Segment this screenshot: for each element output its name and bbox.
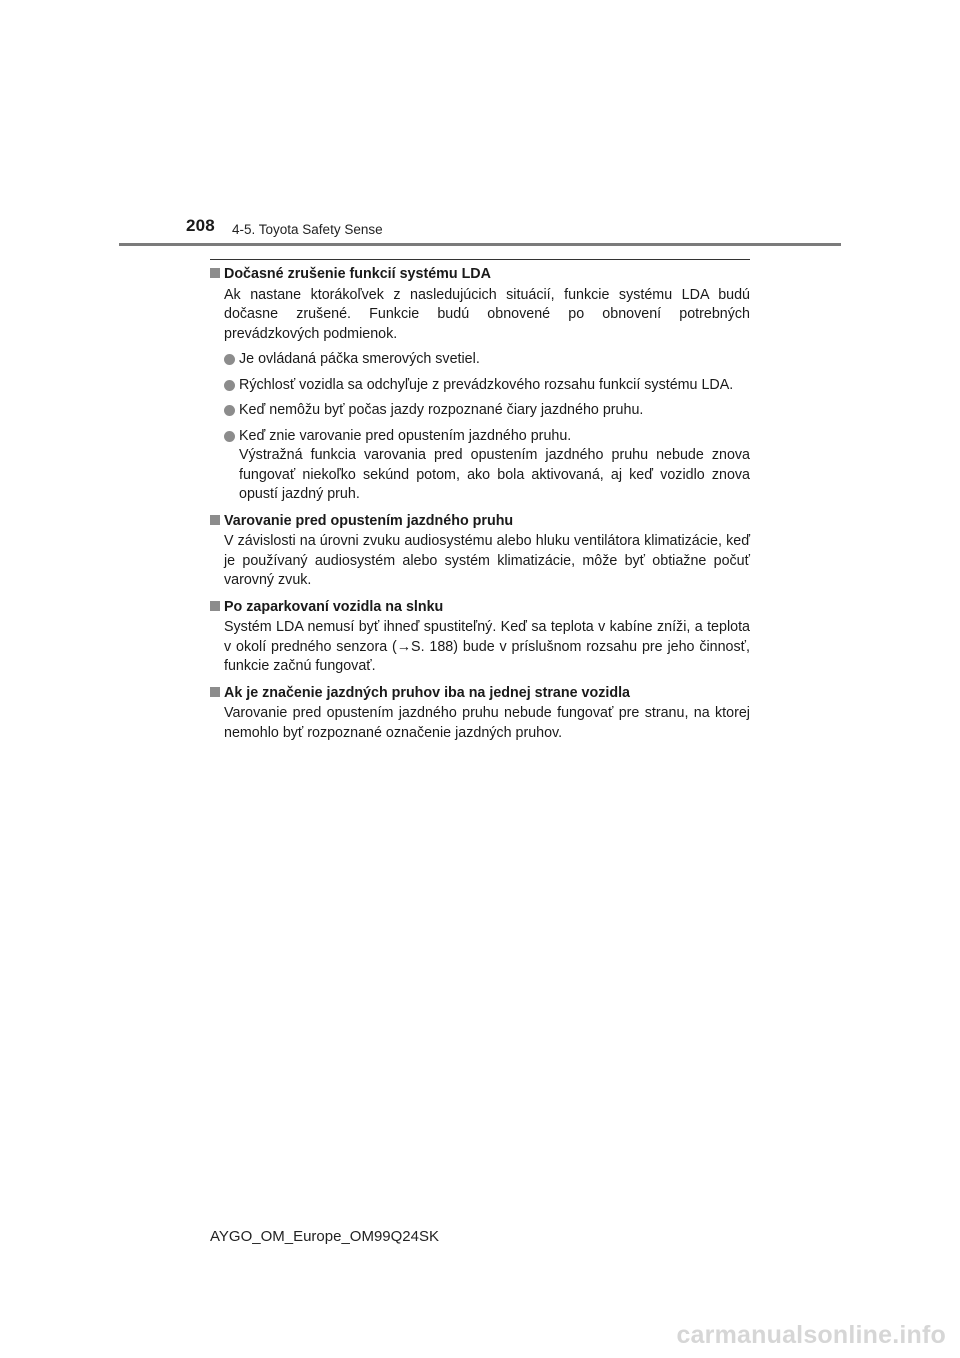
list-item [210, 427, 750, 505]
section-heading-text: Ak je značenie jazdných pruhov iba na jednej strane vozidla [224, 684, 630, 701]
section-temporary-cancel [210, 265, 750, 505]
square-bullet-icon [210, 268, 220, 278]
square-bullet-icon [210, 601, 220, 611]
section-lane-departure-warning [210, 512, 750, 591]
section-body: Systém LDA nemusí byť ihneď spustiteľný. Keď sa teplota v kabíne zníži, a teplota v okolí predného senzora (→S. 188) bude v príslušnom rozsahu pre jeho činnosť, funkcie začnú fungovať. [224, 619, 750, 674]
page-header [0, 0, 960, 250]
section-heading [210, 598, 750, 618]
list-item-text: Je ovládaná páčka smerových svetiel. [239, 351, 480, 367]
page-number: 208 [186, 216, 215, 235]
section-heading-text: Po zaparkovaní vozidla na slnku [224, 598, 444, 615]
list-item [210, 350, 750, 370]
circle-bullet-icon [224, 354, 235, 365]
list-item [210, 376, 750, 396]
section-body: V závislosti na úrovni zvuku audiosystému alebo hluku ventilátora klimatizácie, keď je používaný audiosystém alebo systém klimatizácie, môže byť obtiažne počuť varovný zvuk. [224, 533, 750, 588]
section-heading [210, 684, 750, 704]
list-item [210, 401, 750, 421]
section-heading-text: Dočasné zrušenie funkcií systému LDA [224, 266, 491, 282]
list-item-text: Keď znie varovanie pred opustením jazdného pruhu. [239, 427, 572, 444]
header-divider [119, 243, 841, 246]
list-item-note: Výstražná funkcia varovania pred opustením jazdného pruhu nebude znova fungovať niekoľko sekúnd potom, ako bola aktivovaná, aj keď vozidlo znova opustí jazdný pruh. [239, 447, 750, 502]
document-code: AYGO_OM_Europe_OM99Q24SK [210, 1228, 439, 1245]
content-area [210, 265, 750, 750]
section-body: Varovanie pred opustením jazdného pruhu nebude fungovať pre stranu, na ktorej nemohlo byť rozpoznané označenie jazdných pruhov. [224, 705, 750, 741]
section-one-side-marking [210, 684, 750, 744]
section-title: 4-5. Toyota Safety Sense [232, 222, 383, 237]
section-heading [210, 512, 750, 532]
section-body: Ak nastane ktorákoľvek z nasledujúcich situácií, funkcie systému LDA budú dočasne zrušené. Funkcie budú obnovené po obnovení potrebných prevádzkových podmienok. [224, 286, 750, 342]
circle-bullet-icon [224, 431, 235, 442]
circle-bullet-icon [224, 405, 235, 416]
list-item-text: Rýchlosť vozidla sa odchyľuje z prevádzkového rozsahu funkcií systému LDA. [239, 376, 734, 393]
list-item-text-group [239, 427, 750, 505]
square-bullet-icon [210, 515, 220, 525]
square-bullet-icon [210, 687, 220, 697]
section-heading-text: Varovanie pred opustením jazdného pruhu [224, 512, 514, 529]
section-heading [210, 265, 750, 285]
circle-bullet-icon [224, 380, 235, 391]
content-top-divider [210, 259, 750, 260]
watermark-text: carmanualsonline.info [676, 1321, 946, 1349]
list-item-text: Keď nemôžu byť počas jazdy rozpoznané čiary jazdného pruhu. [239, 402, 644, 418]
section-parked-in-sun [210, 598, 750, 677]
